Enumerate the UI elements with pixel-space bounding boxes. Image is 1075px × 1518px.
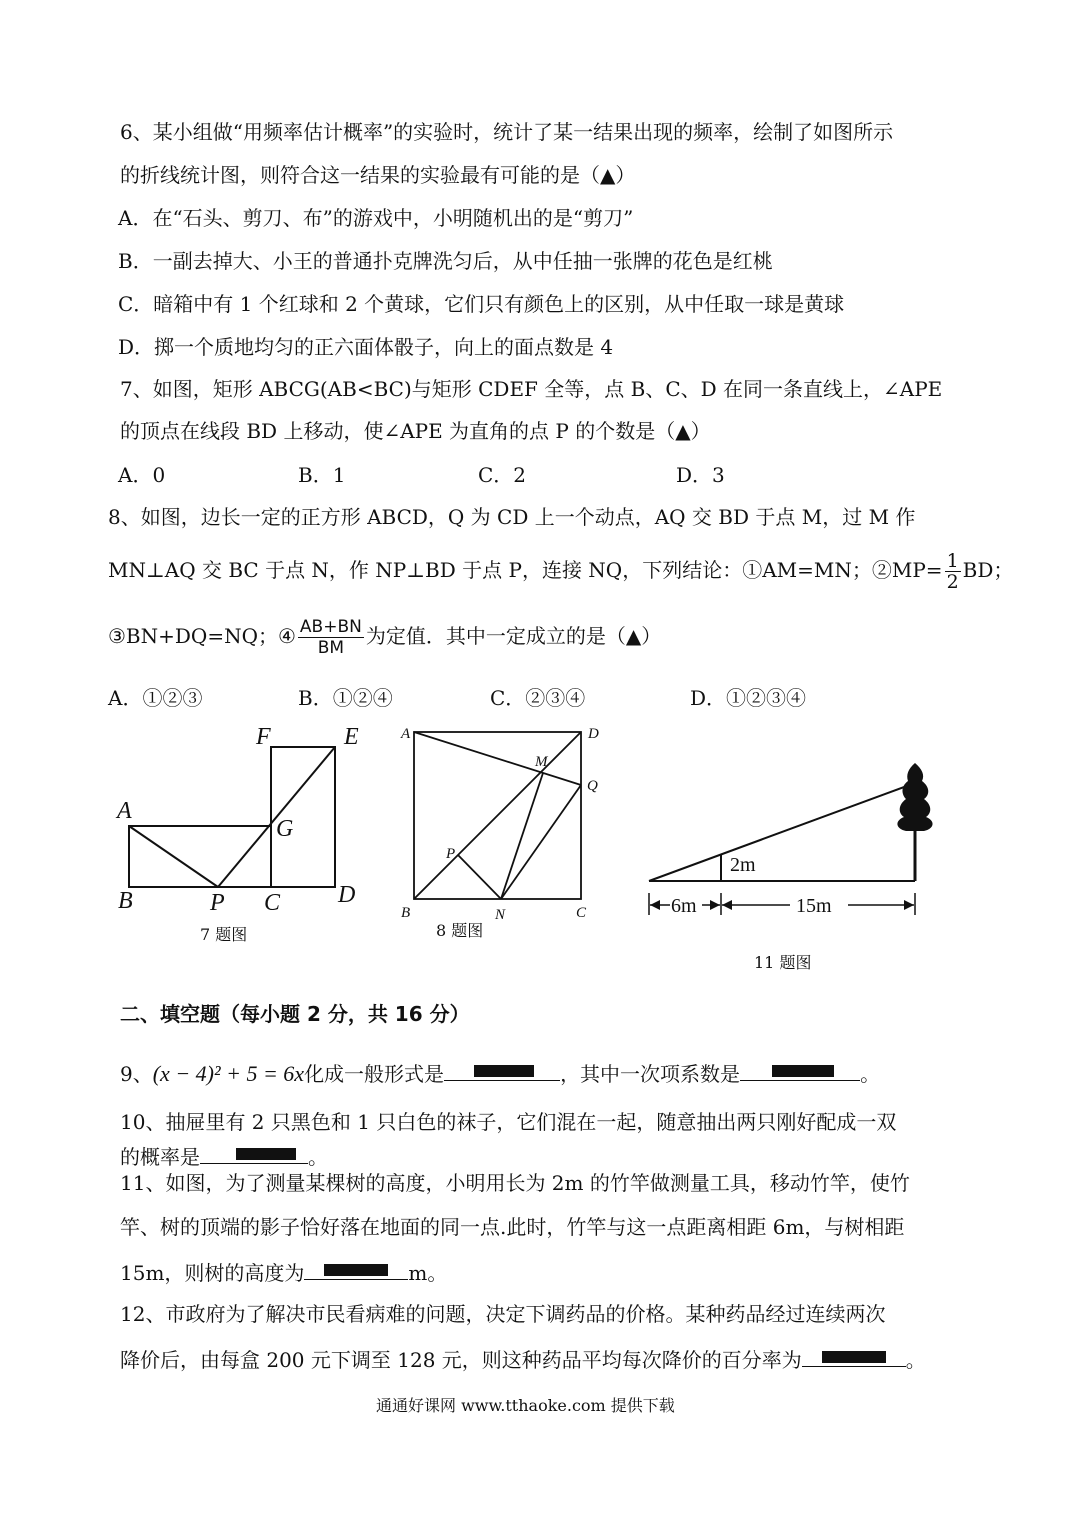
q7-option-a: A．0 — [118, 463, 166, 487]
q9-equation: (x − 4)² + 5 = 6x — [152, 1061, 305, 1086]
q8-line3-end: 为定值．其中一定成立的是（▲） — [365, 624, 662, 648]
q12-line2 — [120, 1346, 926, 1372]
q12-text: 降价后，由每盒 200 元下调至 128 元，则这种药品平均每次降价的百分率为 — [120, 1348, 802, 1372]
q8-line2 — [108, 548, 1013, 592]
label-c: C — [264, 890, 281, 916]
q6-option-c: C．暗箱中有 1 个红球和 2 个黄球，它们只有颜色上的区别，从中任取一球是黄球 — [118, 292, 845, 316]
tree-crown — [897, 763, 932, 831]
label-d: D — [338, 882, 356, 908]
q6-option-d: D．掷一个质地均匀的正六面体骰子，向上的面点数是 4 — [118, 335, 614, 359]
redaction-bar — [474, 1065, 534, 1077]
q10-line2 — [120, 1143, 328, 1169]
arrow-right — [904, 900, 914, 910]
q8-line3 — [108, 614, 661, 658]
label-c: C — [576, 905, 587, 921]
label-e: E — [344, 724, 359, 750]
q8-line3-text: ③BN+DQ=NQ；④ — [108, 624, 296, 648]
redaction-bar — [822, 1351, 886, 1363]
label-p: P — [210, 890, 225, 916]
figure-7 — [108, 718, 378, 918]
figure-11-caption: 11 题图 — [754, 953, 812, 972]
label-a: A — [401, 726, 411, 742]
figure-8 — [395, 720, 615, 930]
q9-number: 9、 — [120, 1062, 153, 1086]
q10-line1: 10、抽屉里有 2 只黑色和 1 只白色的袜子，它们混在一起，随意抽出两只刚好配成一双 — [120, 1110, 897, 1134]
fraction-denominator: BM — [317, 638, 345, 658]
distance-15m-label: 15m — [796, 895, 832, 917]
arrow-15-left — [722, 900, 732, 910]
fraction-numerator: 1 — [946, 550, 959, 572]
fraction-ab-bn-over-bm — [298, 617, 364, 658]
answer-blank-2[interactable] — [740, 1060, 860, 1081]
q11-end: m。 — [408, 1261, 448, 1285]
figure-11 — [640, 755, 950, 930]
answer-blank-1[interactable] — [444, 1060, 560, 1081]
fraction-denominator: 2 — [946, 571, 959, 593]
q6-option-a: A．在“石头、剪刀、布”的游戏中，小明随机出的是“剪刀” — [118, 206, 634, 230]
q11-line1: 11、如图，为了测量某棵树的高度，小明用长为 2m 的竹竿做测量工具，移动竹竿，使竹 — [120, 1171, 910, 1195]
q12-end: 。 — [905, 1348, 926, 1372]
q11-line3 — [120, 1259, 447, 1285]
q11-line2: 竿、树的顶端的影子恰好落在地面的同一点.此时，竹竿与这一点距离相距 6m，与树相距 — [120, 1215, 905, 1239]
shadow-line — [649, 783, 915, 881]
label-p: P — [446, 846, 456, 862]
distance-6m-label: 6m — [671, 895, 697, 917]
q8-line2-text: MN⊥AQ 交 BC 于点 N，作 NP⊥BD 于点 P，连接 NQ，下列结论：①AM=MN；②MP= — [108, 558, 943, 582]
q9-text-2: ，其中一次项系数是 — [560, 1062, 741, 1086]
q9-end: 。 — [860, 1062, 881, 1086]
section-2-title: 二、填空题（每小题 2 分，共 16 分） — [120, 1002, 470, 1026]
label-b: B — [401, 905, 411, 921]
q7-option-b: B．1 — [298, 463, 346, 487]
label-m: M — [535, 754, 548, 770]
q12-line1: 12、市政府为了解决市民看病难的问题，决定下调药品的价格。某种药品经过连续两次 — [120, 1302, 886, 1326]
arrow-left — [650, 900, 660, 910]
q6-line1: 6、某小组做“用频率估计概率”的实验时，统计了某一结果出现的频率，绘制了如图所示 — [120, 120, 894, 144]
q9-line — [120, 1060, 880, 1086]
rectangle-abcg — [129, 826, 271, 887]
answer-blank-5[interactable] — [802, 1346, 906, 1367]
segment-np — [458, 855, 501, 899]
redaction-bar — [236, 1148, 296, 1160]
q8-line1: 8、如图，边长一定的正方形 ABCD，Q 为 CD 上一个动点，AQ 交 BD 于点 M，过 M 作 — [108, 505, 916, 529]
figure-8-caption: 8 题图 — [436, 921, 484, 940]
label-a: A — [117, 798, 132, 824]
segment-nq — [501, 785, 581, 899]
q8-option-d: D．①②③④ — [690, 686, 807, 710]
q11-text: 15m，则树的高度为 — [120, 1261, 305, 1285]
q6-option-b: B．一副去掉大、小王的普通扑克牌洗匀后，从中任抽一张牌的花色是红桃 — [118, 249, 773, 273]
q10-text: 的概率是 — [120, 1145, 200, 1169]
q8-line2-end: BD； — [962, 558, 1014, 582]
segment-ap — [129, 826, 218, 887]
pole-height-label: 2m — [730, 854, 756, 876]
redaction-bar — [324, 1264, 388, 1276]
label-n: N — [495, 907, 506, 923]
figure-7-caption: 7 题图 — [200, 925, 248, 944]
answer-blank-3[interactable] — [200, 1143, 308, 1164]
fraction-one-half — [945, 551, 961, 592]
page-footer: 通通好课网 www.tthaoke.com 提供下载 — [376, 1396, 675, 1415]
fraction-numerator: AB+BN — [299, 617, 362, 637]
q7-option-c: C．2 — [478, 463, 527, 487]
q8-option-b: B．①②④ — [298, 686, 393, 710]
q8-option-a: A．①②③ — [108, 686, 203, 710]
label-d: D — [588, 726, 599, 742]
segment-aq — [414, 732, 581, 785]
arrow-6-right — [710, 900, 720, 910]
label-q: Q — [587, 778, 598, 794]
redaction-bar — [772, 1065, 834, 1077]
q7-option-d: D．3 — [676, 463, 725, 487]
q6-line2: 的折线统计图，则符合这一结果的实验最有可能的是（▲） — [120, 163, 636, 187]
q7-line2: 的顶点在线段 BD 上移动，使∠APE 为直角的点 P 的个数是（▲） — [120, 419, 711, 443]
diagonal-bd — [414, 732, 581, 899]
answer-blank-4[interactable] — [304, 1259, 408, 1280]
q8-option-c: C．②③④ — [490, 686, 586, 710]
label-g: G — [276, 816, 294, 842]
q9-text-1: 化成一般形式是 — [304, 1062, 445, 1086]
q10-end: 。 — [308, 1145, 328, 1169]
label-b: B — [118, 888, 133, 914]
label-f: F — [256, 724, 271, 750]
q7-line1: 7、如图，矩形 ABCG(AB<BC)与矩形 CDEF 全等，点 B、C、D 在同一条直线上，∠APE — [120, 377, 943, 401]
